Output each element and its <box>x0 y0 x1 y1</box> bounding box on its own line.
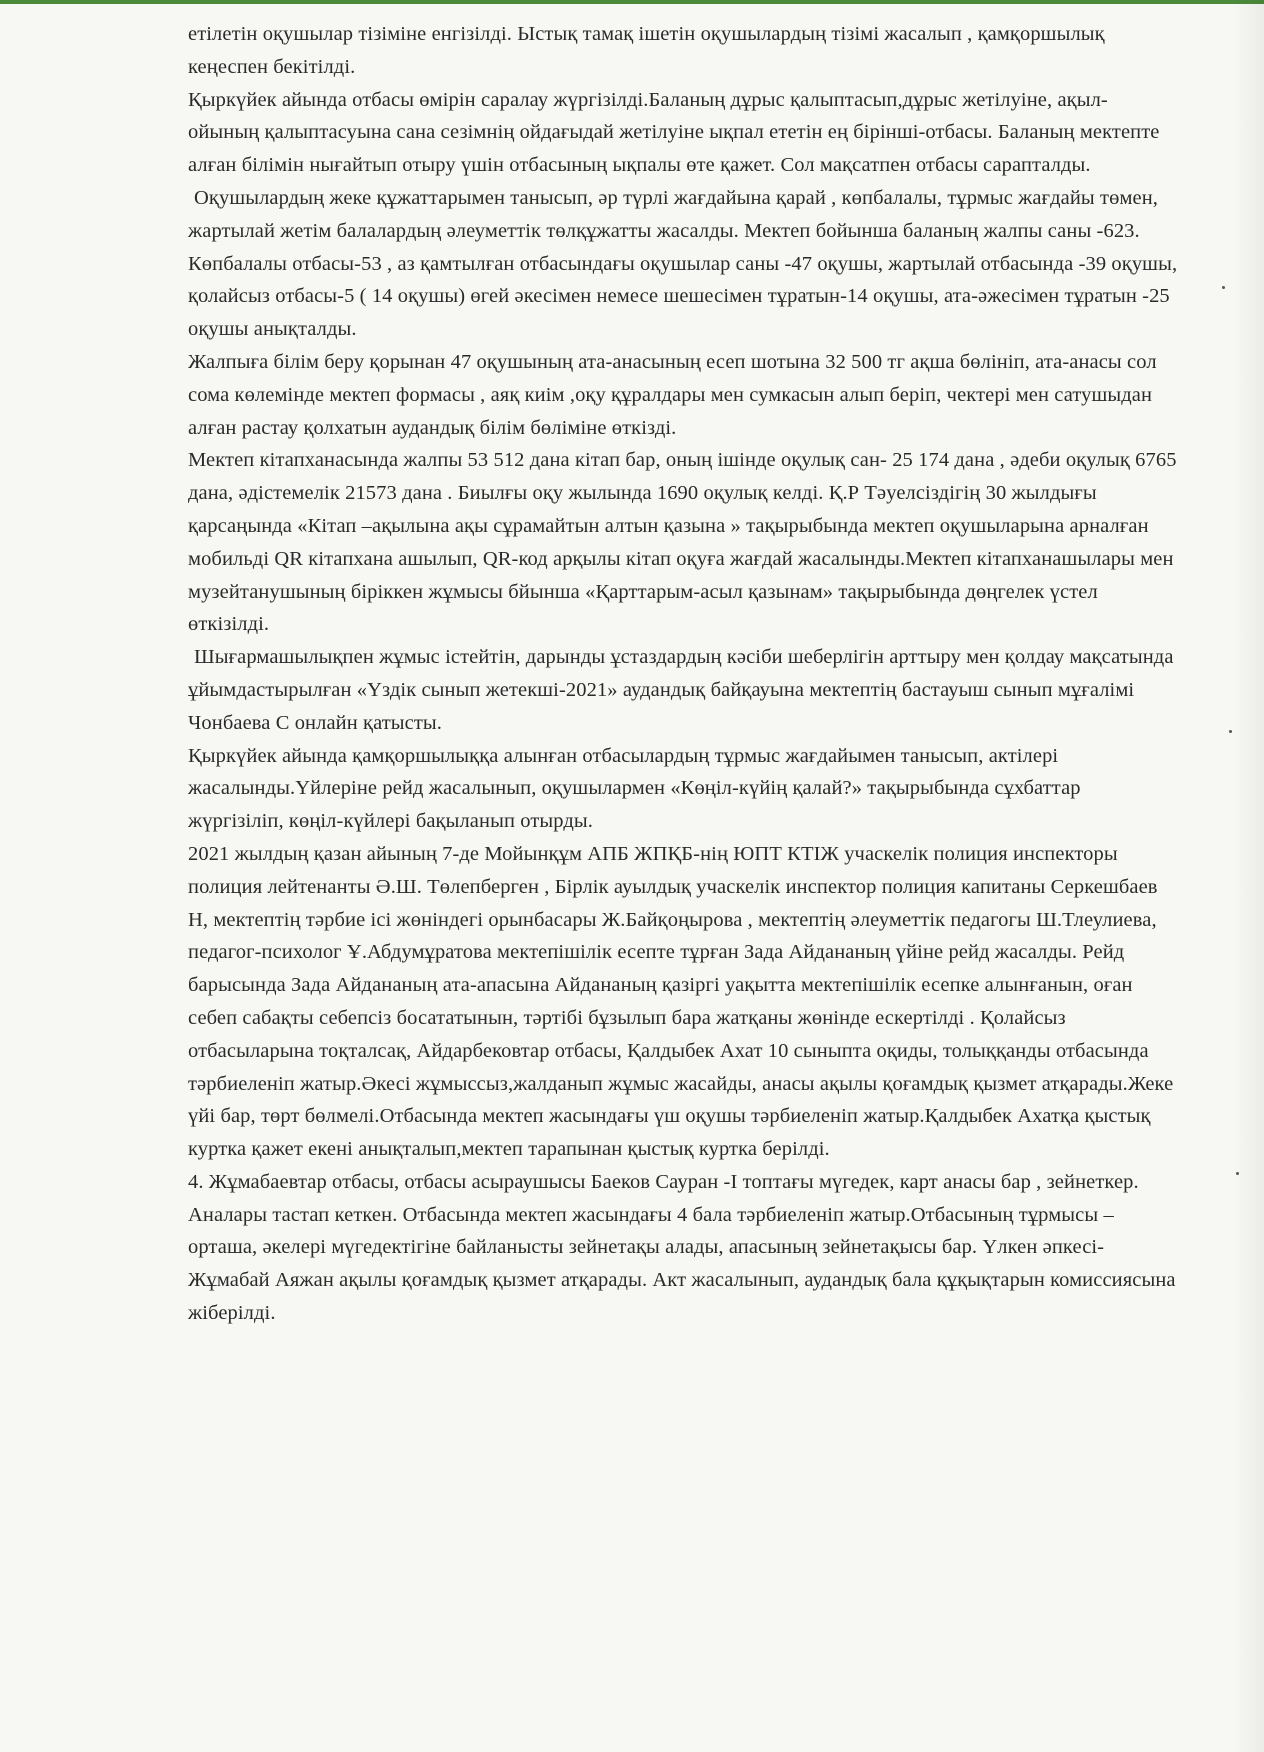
paragraph-teacher-contest: Шығармашылықпен жұмыс істейтін, дарынды ұстаздардың кәсіби шеберлігін арттыру мен қолдау мақсатында ұйымдастырылған «Үздік сынып жетекші-2021» аудандық байқауына мектептің бастауыш сынып мұғалімі Чонбаева С онлайн қатысты. <box>188 646 1174 734</box>
scan-shadow <box>1234 0 1264 1752</box>
paragraph-police-raid: 2021 жылдың қазан айының 7-де Мойынқұм АПБ ЖПҚБ-нің ЮПТ КТІЖ учаскелік полиция инспекторы полиция лейтенанты Ә.Ш. Төлепберген , Бірлік ауылдық учаскелік инспектор полиция капитаны Серкешбаев Н, мектептің тәрбие ісі жөніндегі орынбасары Ж.Байқоңырова , мектептің әлеуметтік педагогы Ш.Тлеулиева, педагог-психолог Ұ.Абдумұратова мектепішілік есепте тұрған Зада Айдананың үйіне рейд жасалды. Рейд барысында Зада Айдананың ата-апасына Айдананың қазіргі уақытта мектепішілік есепке алынғанын, оған себеп сабақты себепсіз босататынын, тәртібі бұзылып бара жатқаны жөнінде ескертілді . Қолайсыз отбасыларына тоқталсақ, Айдарбековтар отбасы, Қалдыбек Ахат 10 сыныпта оқиды, толыққанды отбасында тәрбиеленіп жатыр.Әкесі жұмыссыз,жалданып жұмыс жасайды, анасы ақылы қоғамдық қызмет атқарады.Жеке үйі бар, төрт бөлмелі.Отбасында мектеп жасындағы үш оқушы тәрбиеленіп жатыр.Қалдыбек Ахатқа қыстық куртка қажет екені анықталып,мектеп тарапынан қыстық куртка берілді. <box>188 842 1174 1161</box>
scan-speck <box>1236 1172 1239 1175</box>
document-body <box>188 18 1178 1330</box>
paragraph-family-analysis: Қыркүйек айында отбасы өмірін саралау жүргізілді.Баланың дұрыс қалыптасып,дұрыс жетілуіне, ақыл-ойының қалыптасуына сана сезімнің ойдағыдай жетілуіне ықпал ететін ең бірінші-отбасы. Баланың мектепте алған білімін нығайтып отыру үшін отбасының ықпалы өте қажет. Сол мақсатпен отбасы сарапталды. <box>188 88 1160 177</box>
paragraph-meals-list: етілетін оқушылар тізіміне енгізілді. Ыстық тамақ ішетін оқушылардың тізімі жасалып , қамқоршылық кеңеспен бекітілді. <box>188 23 1105 78</box>
paragraph-family-4: 4. Жұмабаевтар отбасы, отбасы асыраушысы Баеков Сауран -І топтағы мүгедек, карт анасы бар , зейнеткер. Аналары тастап кеткен. Отбасында мектеп жасындағы 4 бала тәрбиеленіп жатыр.Отбасының тұрмысы –орташа, әкелері мүгедектігіне байланысты зейнетақы алады, апасының зейнетақысы бар. Үлкен әпкесі- Жұмабай Аяжан ақылы қоғамдық қызмет атқарады. Акт жасалынып, аудандық бала құқықтарын комиссиясына жіберілді. <box>188 1170 1176 1325</box>
paragraph-library: Мектеп кітапханасында жалпы 53 512 дана кітап бар, оның ішінде оқулық сан- 25 174 дана , әдеби оқулық 6765 дана, әдістемелік 21573 дана . Биылғы оқу жылында 1690 оқулық келді. Қ.Р Тәуелсіздігің 30 жылдығы қарсаңында «Кітап –ақылына ақы сұрамайтын алтын қазына » тақырыбында мектеп оқушыларына арналған мобильді QR кітапхана ашылып, QR-код арқылы кітап оқуға жағдай жасалынды.Мектеп кітапханашылары мен музейтанушының біріккен жұмысы бйынша «Қарттарым-асыл қазынам» тақырыбында дөңгелек үстел өткізілді. <box>188 449 1177 636</box>
scan-speck <box>1222 286 1225 289</box>
paragraph-education-fund: Жалпыға білім беру қорынан 47 оқушының ата-анасының есеп шотына 32 500 тг ақша бөлініп, ата-анасы сол сома көлемінде мектеп формасы , аяқ киім ,оқу құралдары мен сумкасын алып беріп, чектері мен сатушыдан алған растау қолхатын аудандық білім бөліміне өткізді. <box>188 350 1157 439</box>
paragraph-student-statistics: Оқушылардың жеке құжаттарымен танысып, әр түрлі жағдайына қарай , көпбалалы, тұрмыс жағдайы төмен, жартылай жетім балалардың әлеуметтік төлқұжатты жасалды. Мектеп бойынша баланың жалпы саны -623. Көпбалалы отбасы-53 , аз қамтылған отбасындағы оқушылар саны -47 оқушы, жартылай отбасында -39 оқушы, қолайсыз отбасы-5 ( 14 оқушы) өгей әкесімен немесе шешесімен тұратын-14 оқушы, ата-әжесімен тұратын -25 оқушы анықталды. <box>188 186 1178 341</box>
scan-top-edge <box>0 0 1264 4</box>
scan-speck <box>1229 730 1232 733</box>
paragraph-guardianship: Қыркүйек айында қамқоршылыққа алынған отбасылардың тұрмыс жағдайымен танысып, актілері жасалынды.Үйлеріне рейд жасалынып, оқушылармен «Көңіл-күйің қалай?» тақырыбында сұхбаттар жүргізіліп, көңіл-күйлері бақыланып отырды. <box>188 744 1081 833</box>
